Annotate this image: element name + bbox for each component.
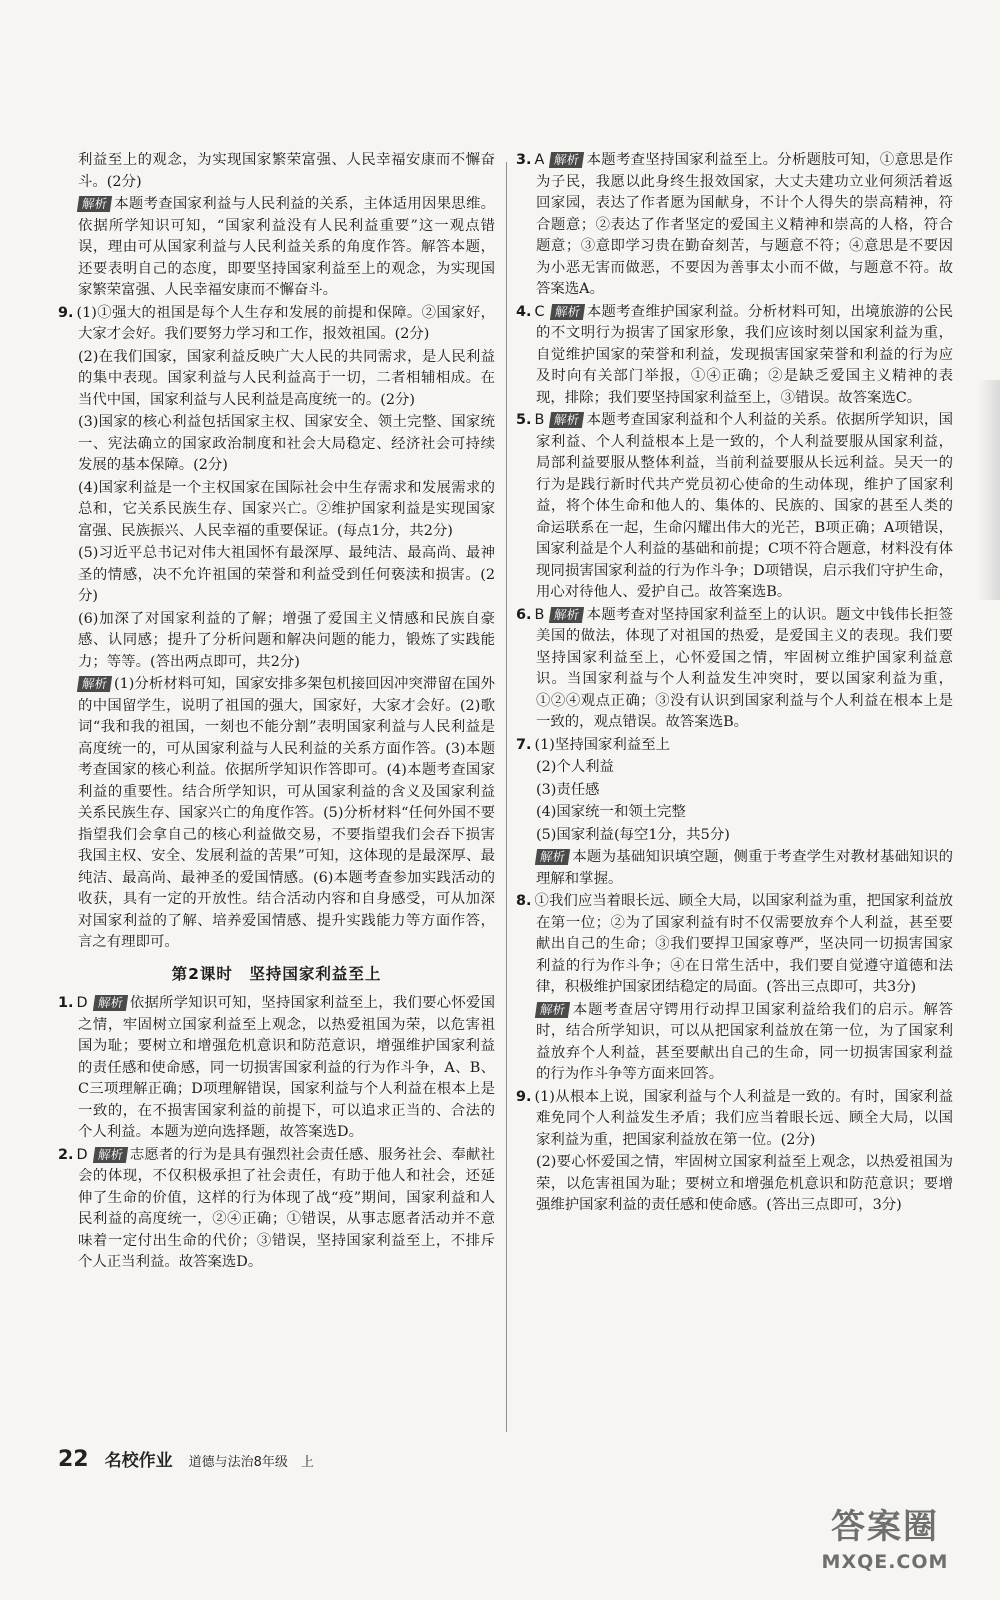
analysis-tag: 解析 bbox=[549, 304, 584, 320]
q4-analysis: 本题考查维护国家利益。分析材料可知，出境旅游的公民的不文明行为损害了国家形象，我们应该时刻以国家利益为重，自觉维护国家的荣誉和利益，发现损害国家荣誉和利益的行为应及时向有关部门举报，①④正确；②是缺乏爱国主义精神的表现，排除；我们要坚持国家利益至上，③错误。故答案选C。 bbox=[536, 303, 953, 406]
question-1 bbox=[58, 993, 495, 1144]
answer-letter: A bbox=[534, 152, 545, 168]
answer-letter: B bbox=[534, 412, 545, 428]
q7-part-1: (1)坚持国家利益至上 bbox=[534, 736, 670, 753]
q9-part-2: (2)在我们国家，国家利益反映广大人民的共同需求，是人民利益的集中表现。国家利益与人民利益高于一切，二者相辅相成。在当代中国，国家利益与人民利益是高度统一的。(2分) bbox=[78, 348, 495, 408]
analysis-tag: 解析 bbox=[92, 995, 127, 1011]
q9-part bbox=[58, 543, 495, 608]
question-9-left bbox=[58, 303, 495, 346]
q9-analysis-text: (1)分析材料可知，国家安排多架包机接回因冲突滞留在国外的中国留学生，说明了祖国的强大，国家好，大家才会好。(2)歌词“我和我的祖国，一刻也不能分割”表明国家利益与人民利益是高度统一的，可从国家利益与人民利益的关系方面作答。(3)本题考查国家的核心利益。依据所学知识作答即可。(4)本题考查国家利益的重要性。结合所学知识，可从国家利益的含义及国家利益关系民族生存、国家兴亡的角度作答。(5)分析材料“任何外国不要指望我们会拿自己的核心利益做交易，不要指望我们会吞下损害我国主权、安全、发展利益的苦果”可知，这体现的是最深厚、最纯洁、最高尚、最神圣的爱国情感。(6)本题考查参加实践活动的收获，具有一定的开放性。结合活动内容和自身感受，可从加深对国家利益的了解、培养爱国情感、提升实践能力等方面作答，言之有理即可。 bbox=[78, 676, 495, 950]
q9r-part-1: (1)从根本上说，国家利益与个人利益是一致的。有时，国家利益难免同个人利益发生矛盾；我们应当着眼长远、顾全大局，以国家利益为重，把国家利益放在第一位。(2分) bbox=[534, 1088, 953, 1148]
question-3 bbox=[516, 150, 953, 301]
q9r-part-2: (2)要心怀爱国之情，牢固树立国家利益至上观念，以热爱祖国为荣，以危害祖国为耻；要树立和增强危机意识和防范意识；要增强维护国家利益的责任感和使命感。(答出三点即可，3分) bbox=[536, 1154, 953, 1213]
q7-part bbox=[516, 757, 953, 779]
answer-page bbox=[58, 150, 978, 1440]
question-number: 8. bbox=[516, 893, 532, 909]
question-number: 9. bbox=[516, 1088, 532, 1105]
q6-analysis: 本题考查对坚持国家利益至上的认识。题文中钱伟长拒签美国的做法，体现了对祖国的热爱，是爱国主义的表现。我们要坚持国家利益至上，心怀爱国之情，牢固树立维护国家利益意识。当国家利益与个人利益发生冲突时，要以国家利益为重，①②④观点正确；③没有认识到国家利益与个人利益在根本上是一致的，观点错误。故答案选B。 bbox=[536, 606, 953, 730]
question-7 bbox=[516, 735, 953, 757]
q9-part bbox=[58, 347, 495, 412]
question-number: 7. bbox=[516, 736, 532, 753]
left-column bbox=[58, 150, 495, 1430]
q7-part bbox=[516, 802, 953, 824]
q7-analysis-text: 本题为基础知识填空题，侧重于考查学生对教材基础知识的理解和掌握。 bbox=[536, 849, 953, 887]
question-number: 6. bbox=[516, 606, 532, 623]
q7-part bbox=[516, 780, 953, 802]
q7-part-5: (5)国家利益(每空1分，共5分) bbox=[536, 826, 730, 843]
question-number: 4. bbox=[516, 303, 532, 320]
q9-part-4: (4)国家利益是一个主权国家在国际社会中生存需求和发展需求的总和，它关系民族生存、国家兴亡。②维护国家利益是实现国家富强、民族振兴、人民幸福的重要保证。(每点1分，共2分) bbox=[78, 479, 495, 539]
q2-analysis: 志愿者的行为是具有强烈社会责任感、服务社会、奉献社会的体现，不仅积极承担了社会责任，有助于他人和社会，还延伸了生命的价值，这样的行为体现了战“疫”期间，国家利益和人民利益的高度统一，②④正确；①错误，从事志愿者活动并不意味着一定付出生命的代价；③错误，坚持国家利益至上，不排斥个人正当利益。故答案选D。 bbox=[78, 1146, 495, 1270]
watermark-logo-text: 答案圈 bbox=[831, 1507, 939, 1547]
q9-analysis bbox=[58, 674, 495, 954]
page-footer bbox=[58, 1446, 314, 1472]
q9r-part bbox=[516, 1152, 953, 1217]
intro-line: 利益至上的观念，为实现国家繁荣富强、人民幸福安康而不懈奋斗。(2分) bbox=[78, 152, 495, 190]
intro-analysis-text: 本题考查国家利益与人民利益的关系，主体适用因果思维。依据所学知识可知，“国家利益没有人民利益重要”这一观点错误，理由可从国家利益与人民利益关系的角度作答。解答本题，还要表明自己的态度，即要坚持国家利益至上的观念，为实现国家繁荣富强、人民幸福安康而不懈奋斗。 bbox=[78, 196, 495, 298]
question-number: 2. bbox=[58, 1146, 74, 1163]
analysis-tag: 解析 bbox=[549, 607, 584, 623]
q7-part-4: (4)国家统一和领土完整 bbox=[536, 804, 686, 820]
q7-part bbox=[516, 825, 953, 847]
question-2 bbox=[58, 1145, 495, 1274]
analysis-tag: 解析 bbox=[77, 676, 112, 692]
q9-part-5: (5)习近平总书记对伟大祖国怀有最深厚、最纯洁、最高尚、最神圣的情感，决不允许祖国的荣誉和利益受到任何亵渎和损害。(2分) bbox=[78, 545, 495, 604]
question-5 bbox=[516, 410, 953, 604]
q9-part bbox=[58, 412, 495, 477]
q8-analysis-text: 本题考查居守锷用行动捍卫国家利益给我们的启示。解答时，结合所学知识，可以从把国家利益放在第一位，为了国家利益放弃个人利益，甚至要献出自己的生命，同一切损害国家利益的行为作斗争等方面来回答。 bbox=[536, 1001, 953, 1082]
q9-part-6: (6)加深了对国家利益的了解；增强了爱国主义情感和民族自豪感、认同感；提升了分析问题和解决问题的能力，锻炼了实践能力；等等。(答出两点即可，共2分) bbox=[78, 610, 495, 670]
page-edge-shadow bbox=[978, 380, 1000, 600]
question-9-right bbox=[516, 1087, 953, 1152]
q9-part bbox=[58, 609, 495, 674]
analysis-tag: 解析 bbox=[535, 849, 570, 865]
q7-part-3: (3)责任感 bbox=[536, 781, 600, 798]
q9-part-3: (3)国家的核心利益包括国家主权、国家安全、领土完整、国家统一、宪法确立的国家政治制度和社会大局稳定、经济社会可持续发展的基本保障。(2分) bbox=[78, 414, 495, 473]
page-number: 22 bbox=[58, 1447, 89, 1472]
intro-text bbox=[58, 150, 495, 193]
question-number: 1. bbox=[58, 995, 74, 1011]
question-8 bbox=[516, 891, 953, 999]
intro-analysis bbox=[58, 194, 495, 302]
answer-letter: C bbox=[534, 303, 545, 320]
analysis-tag: 解析 bbox=[77, 196, 112, 212]
subject-label: 道德与法治8年级 上 bbox=[188, 1455, 314, 1470]
right-column bbox=[516, 150, 953, 1430]
q1-analysis: 依据所学知识可知，坚持国家利益至上，我们要心怀爱国之情，牢固树立国家利益至上观念，以热爱祖国为荣，以危害祖国为耻；要树立和增强危机意识和防范意识，增强维护国家利益的责任感和使命感，同一切损害国家利益的行为作斗争，A、B、C三项理解正确；D项理解错误，国家利益与个人利益在根本上是一致的，在不损害国家利益的前提下，可以追求正当的、合法的个人利益。本题为逆向选择题，故答案选D。 bbox=[78, 995, 495, 1140]
column-divider bbox=[506, 162, 507, 1432]
q5-analysis: 本题考查国家利益和个人利益的关系。依据所学知识，国家利益、个人利益根本上是一致的，个人利益要服从国家利益，局部利益要服从整体利益，当前利益要服从长远利益。吴天一的行为是践行新时代共产党员初心使命的生动体现，维护了国家利益，将个体生命和他人的、集体的、民族的、国家的甚至人类的命运联系在一起，生命闪耀出伟大的光芒，B项正确；A项错误，国家利益是个人利益的基础和前提；C项不符合题意，材料没有体现同损害国家利益的行为作斗争；D项错误，启示我们守护生命，用心对待他人、爱护自己。故答案选B。 bbox=[536, 412, 953, 600]
question-number: 5. bbox=[516, 412, 532, 428]
analysis-tag: 解析 bbox=[535, 1002, 570, 1018]
question-6 bbox=[516, 605, 953, 734]
answer-letter: D bbox=[76, 1146, 88, 1163]
answer-letter: D bbox=[76, 995, 88, 1011]
site-watermark bbox=[805, 1505, 965, 1587]
q3-analysis: 本题考查坚持国家利益至上。分析题肢可知，①意思是作为子民，我愿以此身终生报效国家，大丈夫建功立业何须活着返回家园，表达了作者愿为国献身，不计个人得失的崇高精神，符合题意；②表达了作者坚定的爱国主义精神和崇高的人格，符合题意；③意即学习贵在勤奋刻苦，与题意不符；④意思是不要因为小恶无害而做恶，不要因为善事太小而不做，与题意不符。故答案选A。 bbox=[536, 152, 953, 297]
q8-body: ①我们应当着眼长远、顾全大局，以国家利益为重，把国家利益放在第一位；②为了国家利益有时不仅需要放弃个人利益，甚至要献出自己的生命；③我们要捍卫国家尊严，坚决同一切损害国家利益的行为作斗争；④在日常生活中，我们要自觉遵守道德和法律，积极维护国家团结稳定的局面。(答出三点即可，共3分) bbox=[534, 893, 953, 995]
q7-part-2: (2)个人利益 bbox=[536, 759, 614, 775]
answer-letter: B bbox=[534, 606, 545, 623]
question-number: 3. bbox=[516, 152, 532, 168]
watermark-url: MXQE.COM bbox=[821, 1551, 949, 1573]
analysis-tag: 解析 bbox=[549, 412, 584, 428]
q8-analysis bbox=[516, 1000, 953, 1086]
section-title: 第2课时 坚持国家利益至上 bbox=[171, 964, 382, 983]
analysis-tag: 解析 bbox=[92, 1147, 127, 1163]
q9-part-1: (1)①强大的祖国是每个人生存和发展的前提和保障。②国家好，大家才会好。我们要努力学习和工作，报效祖国。(2分) bbox=[76, 304, 495, 342]
q7-analysis bbox=[516, 847, 953, 890]
question-4 bbox=[516, 302, 953, 410]
analysis-tag: 解析 bbox=[549, 152, 584, 168]
question-number: 9. bbox=[58, 304, 74, 321]
brand-name: 名校作业 bbox=[104, 1451, 173, 1471]
q9-part bbox=[58, 478, 495, 543]
